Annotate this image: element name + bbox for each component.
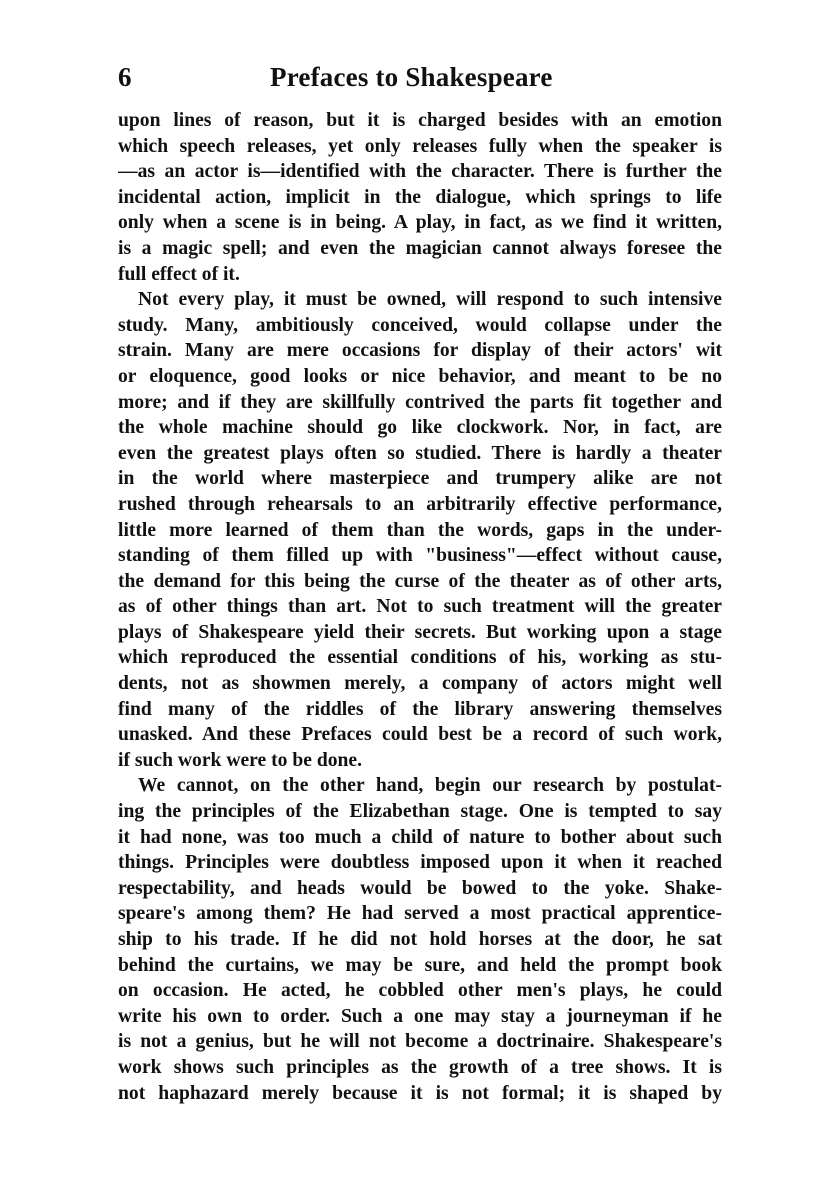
text-line: as of other things than art. Not to such treatment will the greater xyxy=(118,596,722,618)
text-line: in the world where masterpiece and trumpery alike are not xyxy=(118,468,722,490)
text-line: ing the principles of the Elizabethan stage. One is tempted to say xyxy=(118,801,722,823)
text-line: is not a genius, but he will not become a doctrinaire. Shakespeare's xyxy=(118,1031,722,1053)
text-line: things. Principles were doubtless imposed upon it when it reached xyxy=(118,852,722,874)
text-line: is a magic spell; and even the magician cannot always foresee the xyxy=(118,237,722,259)
text-line: more; and if they are skillfully contrived the parts fit together and xyxy=(118,391,722,413)
text-line: find many of the riddles of the library answering themselves xyxy=(118,698,722,720)
text-line: upon lines of reason, but it is charged besides with an emotion xyxy=(118,110,722,131)
text-line: if such work were to be done. xyxy=(118,749,363,771)
text-line: standing of them filled up with "business"—effect without cause, xyxy=(118,545,722,567)
text-line: full effect of it. xyxy=(118,263,240,285)
running-title: Prefaces to Shakespeare xyxy=(270,62,553,92)
text-line: behind the curtains, we may be sure, and held the prompt book xyxy=(118,954,722,976)
text-line: strain. Many are mere occasions for display of their actors' wit xyxy=(118,340,722,362)
text-line: the whole machine should go like clockwork. Nor, in fact, are xyxy=(118,417,722,439)
text-line: it had none, was too much a child of nature to bother about such xyxy=(118,826,722,848)
text-line: only when a scene is in being. A play, in fact, as we find it written, xyxy=(118,212,722,234)
page-number: 6 xyxy=(118,62,132,92)
text-line: not haphazard merely because it is not formal; it is shaped by xyxy=(118,1082,722,1104)
text-line: plays of Shakespeare yield their secrets. But working upon a stage xyxy=(118,621,722,643)
text-line: little more learned of them than the words, gaps in the under- xyxy=(118,519,722,541)
text-line: the demand for this being the curse of the theater as of other arts, xyxy=(118,570,722,592)
text-line: ship to his trade. If he did not hold horses at the door, he sat xyxy=(118,929,722,950)
text-line: write his own to order. Such a one may stay a journeyman if he xyxy=(118,1005,722,1027)
text-line: work shows such principles as the growth of a tree shows. It is xyxy=(118,1056,722,1078)
text-line: incidental action, implicit in the dialogue, which springs to life xyxy=(118,186,722,208)
body-text xyxy=(118,108,722,1106)
paragraph-3 xyxy=(118,773,722,1106)
text-line: or eloquence, good looks or nice behavior, and meant to be no xyxy=(118,365,722,387)
text-line: unasked. And these Prefaces could best be a record of such work, xyxy=(118,724,722,746)
text-line: We cannot, on the other hand, begin our research by postulat- xyxy=(138,775,722,797)
text-line: —as an actor is—identified with the character. There is further the xyxy=(118,161,722,183)
text-line: rushed through rehearsals to an arbitrarily effective performance, xyxy=(118,493,722,515)
paragraph-1 xyxy=(118,108,722,287)
text-line: Not every play, it must be owned, will respond to such intensive xyxy=(138,289,722,311)
text-line: dents, not as showmen merely, a company of actors might well xyxy=(118,673,722,695)
text-line: on occasion. He acted, he cobbled other men's plays, he could xyxy=(118,980,722,1002)
text-line: study. Many, ambitiously conceived, would collapse under the xyxy=(118,314,722,336)
text-line: even the greatest plays often so studied. There is hardly a theater xyxy=(118,442,722,464)
book-page xyxy=(118,62,722,1106)
text-line: speare's among them? He had served a most practical apprentice- xyxy=(118,903,722,925)
text-line: which reproduced the essential conditions of his, working as stu- xyxy=(118,647,722,669)
text-line: respectability, and heads would be bowed to the yoke. Shake- xyxy=(118,877,722,899)
text-line: which speech releases, yet only releases fully when the speaker is xyxy=(118,135,722,157)
page-header xyxy=(118,62,722,108)
paragraph-2 xyxy=(118,287,722,773)
